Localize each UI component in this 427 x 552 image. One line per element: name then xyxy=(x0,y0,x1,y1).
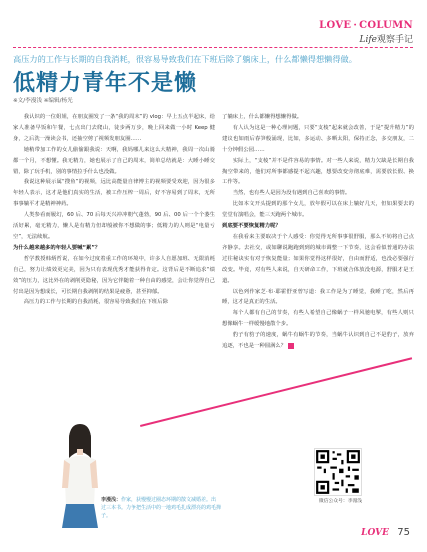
paragraph: 当然，也有些人是因为没有遇到自己喜欢的事情。 xyxy=(232,190,351,197)
left-text-column xyxy=(13,112,215,308)
author-bio-text: 作家，获慢慢过圈态环期的散文减婚差。出过三本书。力争把生活中的一地鸡毛扎成漂亮的鸡毛掸子。 xyxy=(101,497,222,519)
header-divider xyxy=(13,47,413,48)
section-question: 为什么越来越多的年轻人要喊“累”？ xyxy=(13,244,101,251)
paragraph: 以色列作家芝·布·耶霍舒亚曾写道：我工作是为了睡觉，我睡了吃，然后再睡，这才是真正的生活。 xyxy=(222,288,414,306)
paragraph xyxy=(222,330,414,352)
life-observation-label xyxy=(319,32,413,45)
closing-text: 豹子有豹子的速度，蜗牛有蜗牛的节奏，当蜗牛认识到自己不是豹子，放弃追逐，不也是一种圆满么？ xyxy=(222,332,414,350)
column-word: COLUMN xyxy=(359,20,413,31)
paragraph: 我说这种展示属“搜鱼”的视频，远比高能量自律博主的视频要受欢迎，因为很多年轻人表示，这才是他们真实的生活，被工作压榨一周后，好不容易到了周末，无所事事躺平才是精神神药。 xyxy=(13,179,215,208)
qr-caption: 微信公众号：李漫浅 xyxy=(318,499,363,504)
love-column-label xyxy=(319,20,413,31)
paragraph: 有人认为这是一种心理问题，只要“支棱”起来就会改善，于是“提升精力”的建议也如雨后春笋般涌现，比如，多运动、多晒太阳，保持正念，多交朋友，二十分钟假公园…… xyxy=(222,124,414,153)
qr-code-icon xyxy=(314,448,362,496)
paragraph: 哲学教授韩炳哲说，在如今过度着重工作的环境中，许多人自愿加班、无限消耗自己，努力让绩效更完美，因为只有表现优秀才能获得肯定。这背后是不断追求“绩效”的压力，这比外在的剥削更隐秘，因为它伴随着一种自由的感觉，会让你觉得自己付出是因为想成长，可长期自我剥削的结果是疲惫，甚至抑郁。 xyxy=(13,255,215,295)
section-heading: 到底要不要恢复精力呢？ xyxy=(222,223,281,230)
paragraph: 她稍带加工作的女儿偷偷跟我说：天啊，我妈哪儿来这么大精神，我周一次山骑都一个月，不想懂。我无精力，她也展示了自己的周末，简单总结就是：大睡小睡交错，除了玩手机，别的事情拉手什么也没做。 xyxy=(13,146,215,175)
page-number: 75 xyxy=(397,527,410,538)
footer-brand: LOVE xyxy=(361,528,389,538)
life-word: Life xyxy=(359,35,377,45)
paragraph: 了躺床上，什么都懒得想懒得做。 xyxy=(222,114,303,120)
end-mark-icon xyxy=(288,343,294,349)
paragraph: 实际上，“支棱”并不是件容易的事情。对一些人来说，精力欠缺是长期自我掏空带来的，他们对所事都感提不起兴趣，想要改变旁彻底难，需要放长假、换工作等。 xyxy=(222,157,414,186)
paragraph: 人类参看而履幻，60 后、70 后每天兴冲冲朝气蓬勃，90 后、00 后一个个萎生活好累，毫无精力，懒人是有精力但却般被你不想做的事；低精力的人则是“电量亏空”，无法续航。 xyxy=(13,212,215,240)
life-cn-word: 观察手记 xyxy=(376,35,413,45)
article-title: 低精力青年不是懒 xyxy=(13,71,198,96)
author-portrait xyxy=(50,416,106,528)
author-name: 李漫浅： xyxy=(101,497,122,503)
paragraph: 比如本文开头提到的那个女儿，放年假可以在床上躺好几天，但如果要去的堂堂有演唱会，能三天跑两个城市。 xyxy=(222,201,414,219)
right-text-column xyxy=(222,112,414,352)
article-subtitle: 高压力的工作与长期的自我消耗，很容易导致我们在下班后除了躺床上，什么都懒得想懒得做。 xyxy=(13,54,357,64)
paragraph: 我认识的一位姐姐，在朋友圈发了一条“我的周末”的 vlog：早上五点半起床，给家人准备早饭和午餐，七点出门去爬山，徒步两万步，晚上回来做一小时 Keep 健身，之后洗一澡读会书，还抽空剪了视频发朋友圈…… xyxy=(13,114,215,142)
decorative-diagonal-line xyxy=(140,357,412,427)
paragraph: 高压力的工作与长期的自我消耗，很容易导致我们在下班后除 xyxy=(23,299,168,306)
love-word: LOVE xyxy=(319,20,352,31)
author-bio xyxy=(101,496,221,520)
paragraph: 每个人都有自己的节奏，有些人希望自己像蜗子一样风驰电掣，有些人则只想像蜗牛一样缓慢地散个步。 xyxy=(222,310,414,328)
paragraph: 在我看来主要取决于个人感受：你觉得无所事事很舒服，那么不妨将自己点齐静享。去社交，或如聊说跑跑到到的城市调整一下节奏，这会看似普通的办法过往秘诀实有对于恢复能量；如果你觉得这样很好，自由而舒适，也没必要强行改变。毕竟，对有些人来说，自天研命工作，下班就合体放没电源，舒服才是王道。 xyxy=(222,233,414,284)
article-byline: ※文/李漫浅 ※编辑/杨光 xyxy=(13,98,73,104)
column-label xyxy=(319,20,413,45)
separator-dot: · xyxy=(353,20,358,31)
